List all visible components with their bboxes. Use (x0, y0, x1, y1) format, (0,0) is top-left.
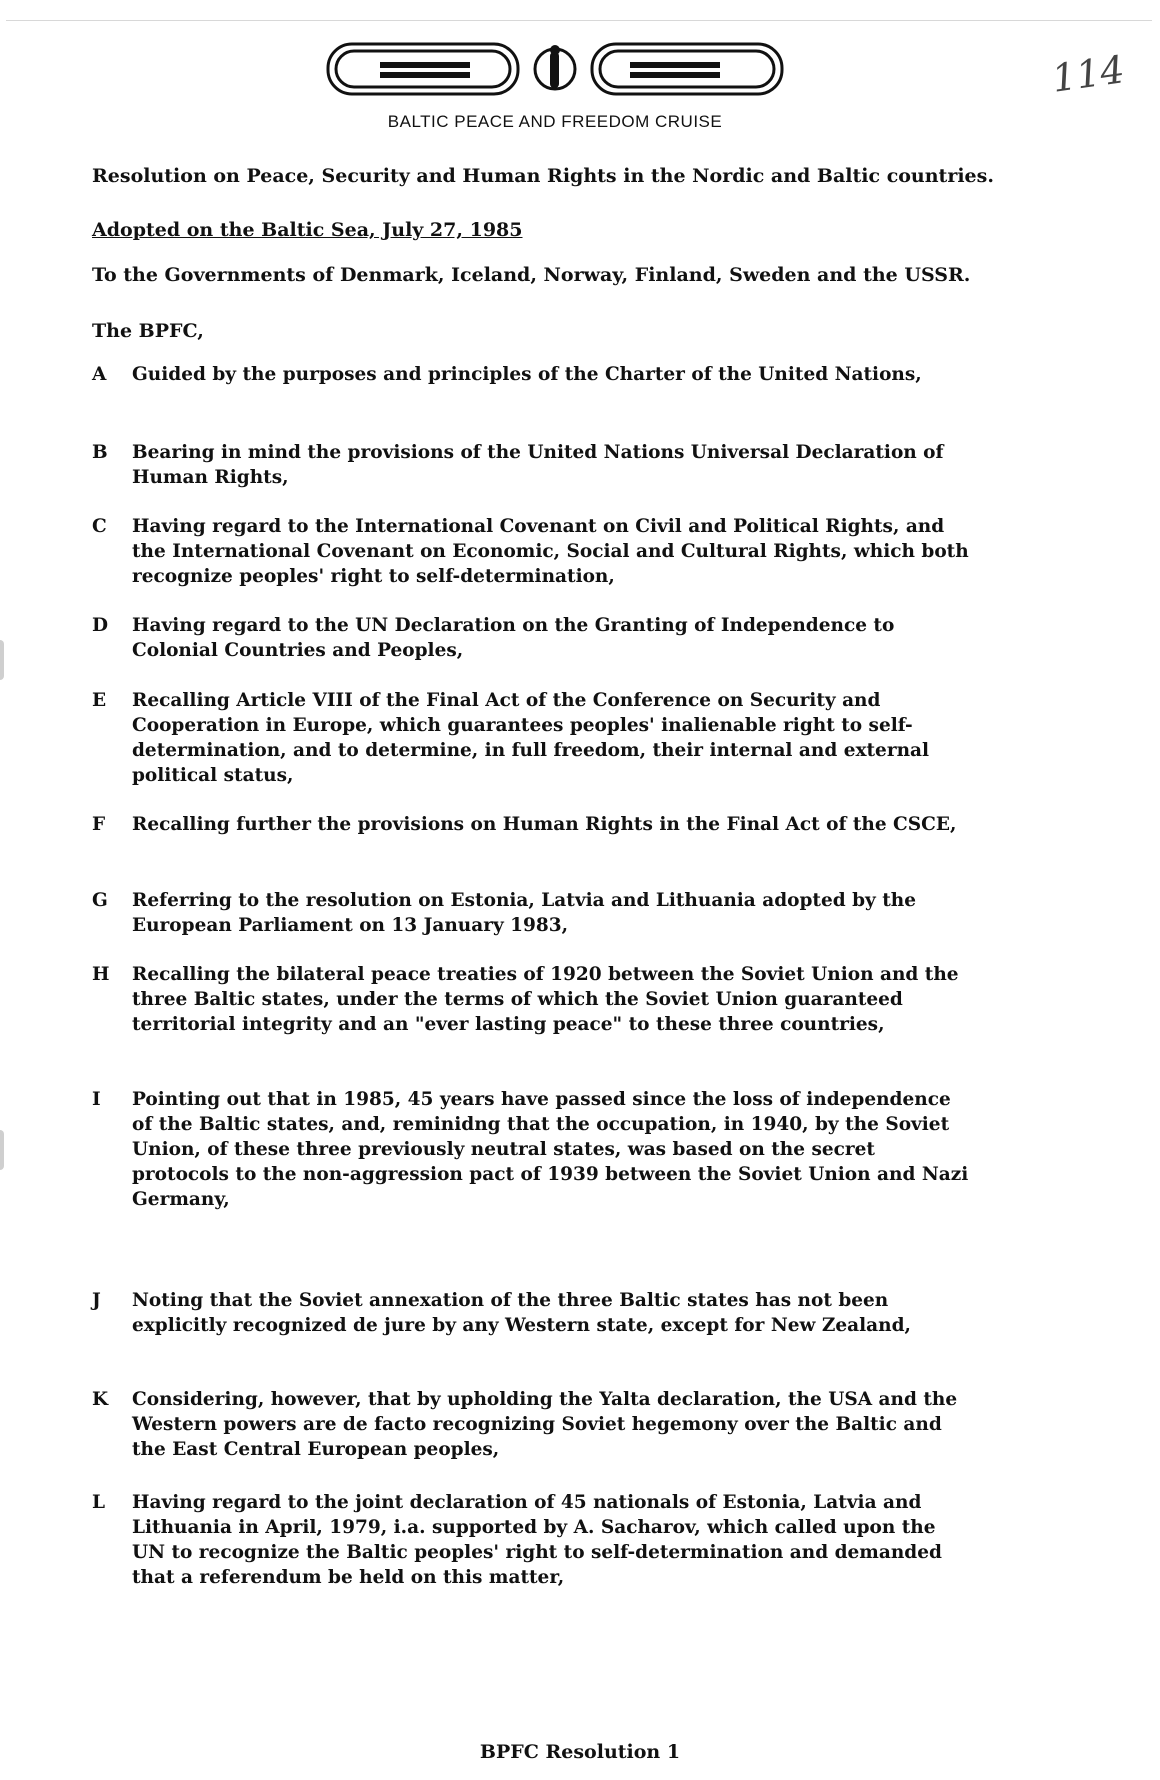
clause-text: Having regard to the joint declaration of 45 nationals of Estonia, Latvia and Lithuania in April, 1979, i.a. supported by A. Sacharov, which called upon the UN to recognize the Baltic peoples' right to self-determination and demanded that a referendum be held on this matter, (132, 1492, 942, 1588)
resolution-title: Resolution on Peace, Security and Human Rights in the Nordic and Baltic countries. (92, 165, 994, 187)
clause-letter: D (92, 615, 109, 636)
preamble-subject: The BPFC, (92, 320, 204, 342)
clause-text: Considering, however, that by upholding the Yalta declaration, the USA and the Western powers are de facto recognizing Soviet hegemony over the Baltic and the East Central European peoples, (132, 1389, 958, 1460)
clause-text: Recalling further the provisions on Human Rights in the Final Act of the CSCE, (132, 814, 957, 835)
clause-letter: A (92, 364, 107, 385)
logo-mark-icon (320, 36, 790, 106)
handwritten-page-number: 114 (1049, 47, 1128, 101)
clause-letter: L (92, 1492, 106, 1513)
punch-hole-mark (0, 1130, 4, 1170)
clause-letter: H (92, 964, 110, 985)
bpfc-logo (320, 36, 790, 146)
page-footer: BPFC Resolution 1 (479, 1741, 681, 1763)
clause-text: Having regard to the International Covenant on Civil and Political Rights, and the International Covenant on Economic, Social and Cultural Rights, which both recognize peoples' right to self-determination, (132, 516, 969, 587)
clause-text: Guided by the purposes and principles of the Charter of the United Nations, (132, 364, 922, 385)
clause-text: Having regard to the UN Declaration on the Granting of Independence to Colonial Countries and Peoples, (132, 615, 895, 661)
clause-letter: E (92, 690, 107, 711)
clause-text: Pointing out that in 1985, 45 years have passed since the loss of independence of the Baltic states, and, reminidng that the occupation, in 1940, by the Soviet Union, of these three previously neutral states, was based on the secret protocols to the non-aggression pact of 1939 between the Soviet Union and Nazi Germany, (132, 1089, 969, 1210)
clause-letter: B (92, 442, 108, 463)
clause-text: Noting that the Soviet annexation of the three Baltic states has not been explicitly recognized de jure by any Western state, except for New Zealand, (132, 1290, 911, 1336)
clause-text: Bearing in mind the provisions of the United Nations Universal Declaration of Human Rights, (132, 442, 944, 488)
clause-letter: J (92, 1290, 101, 1311)
clause-letter: C (92, 516, 107, 537)
clause-letter: G (92, 890, 108, 911)
letterhead-caption: BALTIC PEACE AND FREEDOM CRUISE (387, 112, 723, 131)
clause-text: Referring to the resolution on Estonia, Latvia and Lithuania adopted by the European Parliament on 13 January 1983, (132, 890, 917, 936)
clause-letter: K (92, 1389, 109, 1410)
punch-hole-mark (0, 640, 4, 680)
clause-text: Recalling the bilateral peace treaties of 1920 between the Soviet Union and the three Baltic states, under the terms of which the Soviet Union guaranteed territorial integrity and an "ever lasting peace" to these three countries, (132, 964, 959, 1035)
adopted-date: Adopted on the Baltic Sea, July 27, 1985 (92, 219, 523, 241)
addressees: To the Governments of Denmark, Iceland, Norway, Finland, Sweden and the USSR. (92, 264, 971, 286)
clause-letter: I (92, 1089, 101, 1110)
clause-letter: F (92, 814, 106, 835)
clause-text: Recalling Article VIII of the Final Act of the Conference on Security and Cooperation in Europe, which guarantees peoples' inalienable right to self-determination, and to determine, in full freedom, their internal and external political status, (132, 690, 930, 786)
